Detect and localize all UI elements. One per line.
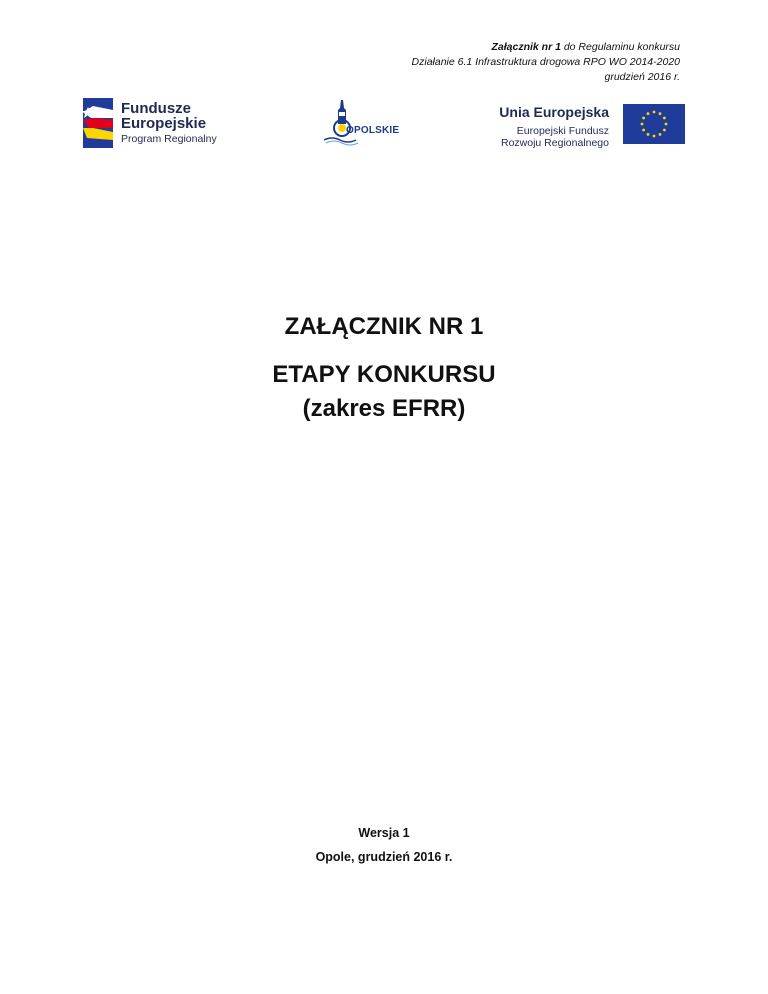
eu-logo-line3: Rozwoju Regionalnego: [501, 137, 609, 149]
fe-logo-line3: Program Regionalny: [121, 133, 217, 146]
document-subtitle: (zakres EFRR): [302, 395, 466, 422]
fe-logo-line2: Europejskie: [121, 115, 207, 133]
fe-logo-line1: Fundusze: [121, 99, 191, 117]
fe-flag-icon: [83, 98, 113, 148]
fundusze-europejskie-logo: [83, 98, 217, 148]
header-note-annex-label: Załącznik nr 1: [491, 41, 561, 53]
opolskie-emblem-icon: [322, 98, 402, 150]
header-note-annex-rest: do Regulaminu konkursu: [560, 41, 680, 53]
document-title: ETAPY KONKURSU: [272, 361, 496, 388]
opolskie-logo-text: OPOLSKIE: [346, 125, 400, 136]
place-date-label: Opole, grudzień 2016 r.: [315, 850, 453, 864]
unia-europejska-logo: [499, 104, 685, 149]
header-note: [320, 40, 680, 85]
opolskie-logo: [322, 98, 402, 150]
version-label: Wersja 1: [358, 826, 410, 840]
eu-flag-icon: [623, 104, 685, 144]
header-note-line2: Działanie 6.1 Infrastruktura drogowa RPO WO 2014-2020: [411, 56, 680, 68]
header-note-line1: [320, 40, 680, 55]
annex-title: ZAŁĄCZNIK NR 1: [284, 313, 484, 340]
eu-logo-line1: Unia Europejska: [499, 104, 609, 120]
eu-logo-line2: Europejski Fundusz: [516, 125, 609, 137]
header-note-line3: grudzień 2016 r.: [604, 71, 680, 83]
